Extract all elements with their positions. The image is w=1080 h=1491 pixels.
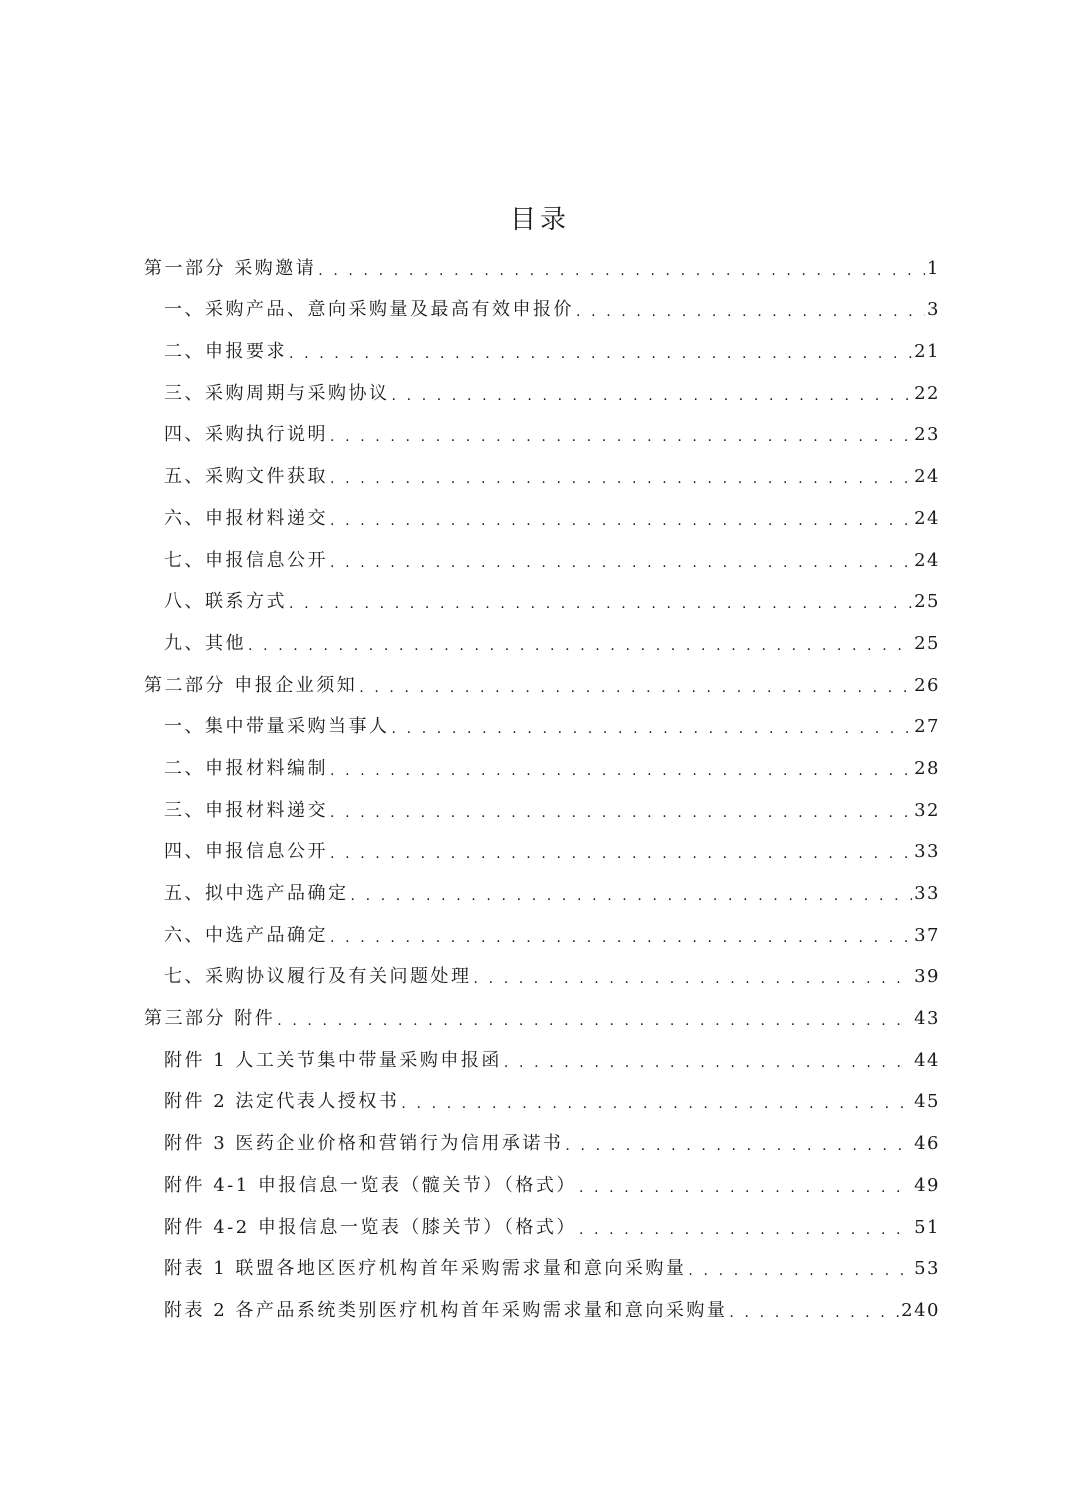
toc-subsection-entry[interactable] bbox=[140, 702, 940, 744]
toc-entry-title: 第一部分 采购邀请 bbox=[144, 257, 317, 279]
toc-dot-leader bbox=[330, 469, 912, 489]
toc-entry-title: 四、采购执行说明 bbox=[164, 424, 328, 446]
toc-subsection-entry[interactable] bbox=[140, 1035, 940, 1077]
toc-entry-title: 五、拟中选产品确定 bbox=[164, 883, 349, 904]
toc-dot-leader bbox=[688, 1261, 912, 1281]
toc-subsection-entry[interactable] bbox=[140, 1202, 940, 1244]
toc-entry-title: 六、中选产品确定 bbox=[164, 924, 328, 946]
toc-section-entry[interactable] bbox=[140, 660, 940, 702]
toc-page-number: 24 bbox=[914, 549, 940, 571]
toc-entry-title: 七、采购协议履行及有关问题处理 bbox=[164, 966, 472, 988]
toc-dot-leader bbox=[330, 844, 912, 864]
toc-dot-leader bbox=[576, 302, 925, 322]
toc-subsection-entry[interactable] bbox=[140, 743, 940, 785]
toc-dot-leader bbox=[289, 344, 912, 364]
toc-dot-leader bbox=[318, 261, 925, 281]
toc-subsection-entry[interactable] bbox=[140, 493, 940, 535]
toc-entry-title: 五、采购文件获取 bbox=[164, 466, 328, 488]
toc-dot-leader bbox=[330, 803, 912, 823]
toc-dot-leader bbox=[729, 1303, 899, 1323]
toc-dot-leader bbox=[474, 969, 913, 989]
toc-page-number: 27 bbox=[914, 716, 940, 738]
toc-dot-leader bbox=[351, 886, 913, 906]
toc-dot-leader bbox=[289, 594, 912, 614]
toc-page-number: 28 bbox=[914, 757, 940, 779]
toc-entry-title: 八、联系方式 bbox=[164, 591, 287, 613]
toc-list bbox=[140, 243, 940, 1327]
toc-page-number: 37 bbox=[914, 924, 940, 946]
toc-subsection-entry[interactable] bbox=[140, 535, 940, 577]
toc-title: 目录 bbox=[509, 205, 570, 235]
toc-entry-title: 附件 4-1 申报信息一览表（髋关节）（格式） bbox=[164, 1174, 577, 1196]
toc-subsection-entry[interactable] bbox=[140, 1118, 940, 1160]
toc-entry-title: 九、其他 bbox=[164, 632, 246, 654]
toc-entry-title: 一、集中带量采购当事人 bbox=[164, 716, 390, 738]
toc-page-number: 21 bbox=[914, 341, 940, 363]
toc-entry-title: 二、申报要求 bbox=[164, 341, 287, 363]
toc-subsection-entry[interactable] bbox=[140, 368, 940, 410]
toc-subsection-entry[interactable] bbox=[140, 1077, 940, 1119]
toc-entry-title: 三、申报材料递交 bbox=[164, 799, 328, 821]
toc-page-number: 46 bbox=[914, 1133, 940, 1155]
toc-subsection-entry[interactable] bbox=[140, 827, 940, 869]
toc-page-number: 33 bbox=[914, 883, 940, 904]
toc-subsection-entry[interactable] bbox=[140, 618, 940, 660]
toc-entry-title: 七、申报信息公开 bbox=[164, 549, 328, 571]
toc-page-number: 53 bbox=[914, 1258, 940, 1280]
toc-page-number: 44 bbox=[914, 1049, 940, 1071]
toc-page-number: 22 bbox=[914, 382, 940, 404]
toc-page-number: 43 bbox=[914, 1008, 940, 1030]
toc-page-number: 1 bbox=[927, 257, 940, 279]
toc-dot-leader bbox=[392, 386, 913, 406]
toc-dot-leader bbox=[330, 928, 912, 948]
toc-entry-title: 附件 2 法定代表人授权书 bbox=[164, 1091, 400, 1113]
toc-dot-leader bbox=[401, 1094, 912, 1114]
toc-dot-leader bbox=[565, 1136, 912, 1156]
toc-subsection-entry[interactable] bbox=[140, 1285, 940, 1327]
toc-entry-title: 附件 4-2 申报信息一览表（膝关节）（格式） bbox=[164, 1216, 577, 1238]
toc-entry-title: 附件 3 医药企业价格和营销行为信用承诺书 bbox=[164, 1133, 564, 1155]
toc-entry-title: 四、申报信息公开 bbox=[164, 841, 328, 863]
toc-section-entry[interactable] bbox=[140, 243, 940, 285]
toc-page-number: 3 bbox=[927, 299, 940, 321]
toc-page-number: 240 bbox=[901, 1299, 940, 1321]
toc-section-entry[interactable] bbox=[140, 993, 940, 1035]
toc-entry-title: 附表 1 联盟各地区医疗机构首年采购需求量和意向采购量 bbox=[164, 1258, 687, 1280]
toc-dot-leader bbox=[579, 1178, 912, 1198]
toc-page-number: 32 bbox=[914, 799, 940, 821]
toc-subsection-entry[interactable] bbox=[140, 1160, 940, 1202]
toc-entry-title: 第三部分 附件 bbox=[144, 1008, 276, 1030]
toc-subsection-entry[interactable] bbox=[140, 410, 940, 452]
toc-page-number: 39 bbox=[914, 966, 940, 988]
toc-page-number: 25 bbox=[914, 591, 940, 613]
toc-subsection-entry[interactable] bbox=[140, 451, 940, 493]
toc-entry-title: 一、采购产品、意向采购量及最高有效申报价 bbox=[164, 299, 574, 321]
toc-dot-leader bbox=[330, 511, 912, 531]
toc-dot-leader bbox=[277, 1011, 912, 1031]
toc-entry-title: 附表 2 各产品系统类别医疗机构首年采购需求量和意向采购量 bbox=[164, 1299, 728, 1321]
toc-dot-leader bbox=[330, 427, 912, 447]
toc-dot-leader bbox=[330, 553, 912, 573]
toc-subsection-entry[interactable] bbox=[140, 952, 940, 994]
toc-dot-leader bbox=[579, 1220, 912, 1240]
toc-subsection-entry[interactable] bbox=[140, 785, 940, 827]
toc-page-number: 25 bbox=[914, 632, 940, 654]
toc-subsection-entry[interactable] bbox=[140, 285, 940, 327]
toc-entry-title: 附件 1 人工关节集中带量采购申报函 bbox=[164, 1049, 502, 1071]
toc-page-number: 51 bbox=[914, 1216, 940, 1238]
toc-page-number: 26 bbox=[914, 674, 940, 696]
toc-dot-leader bbox=[504, 1053, 912, 1073]
toc-subsection-entry[interactable] bbox=[140, 326, 940, 368]
toc-entry-title: 第二部分 申报企业须知 bbox=[144, 674, 358, 696]
toc-page-number: 33 bbox=[914, 841, 940, 863]
toc-subsection-entry[interactable] bbox=[140, 868, 940, 910]
toc-dot-leader bbox=[248, 636, 912, 656]
toc-subsection-entry[interactable] bbox=[140, 1244, 940, 1286]
toc-subsection-entry[interactable] bbox=[140, 910, 940, 952]
toc-entry-title: 三、采购周期与采购协议 bbox=[164, 382, 390, 404]
toc-dot-leader bbox=[392, 719, 913, 739]
toc-entry-title: 六、申报材料递交 bbox=[164, 507, 328, 529]
toc-page-number: 24 bbox=[914, 507, 940, 529]
toc-page-number: 24 bbox=[914, 466, 940, 488]
toc-page-number: 23 bbox=[914, 424, 940, 446]
toc-dot-leader bbox=[330, 761, 912, 781]
toc-subsection-entry[interactable] bbox=[140, 577, 940, 619]
toc-dot-leader bbox=[359, 678, 912, 698]
toc-entry-title: 二、申报材料编制 bbox=[164, 757, 328, 779]
toc-page-number: 49 bbox=[914, 1174, 940, 1196]
toc-page-number: 45 bbox=[914, 1091, 940, 1113]
